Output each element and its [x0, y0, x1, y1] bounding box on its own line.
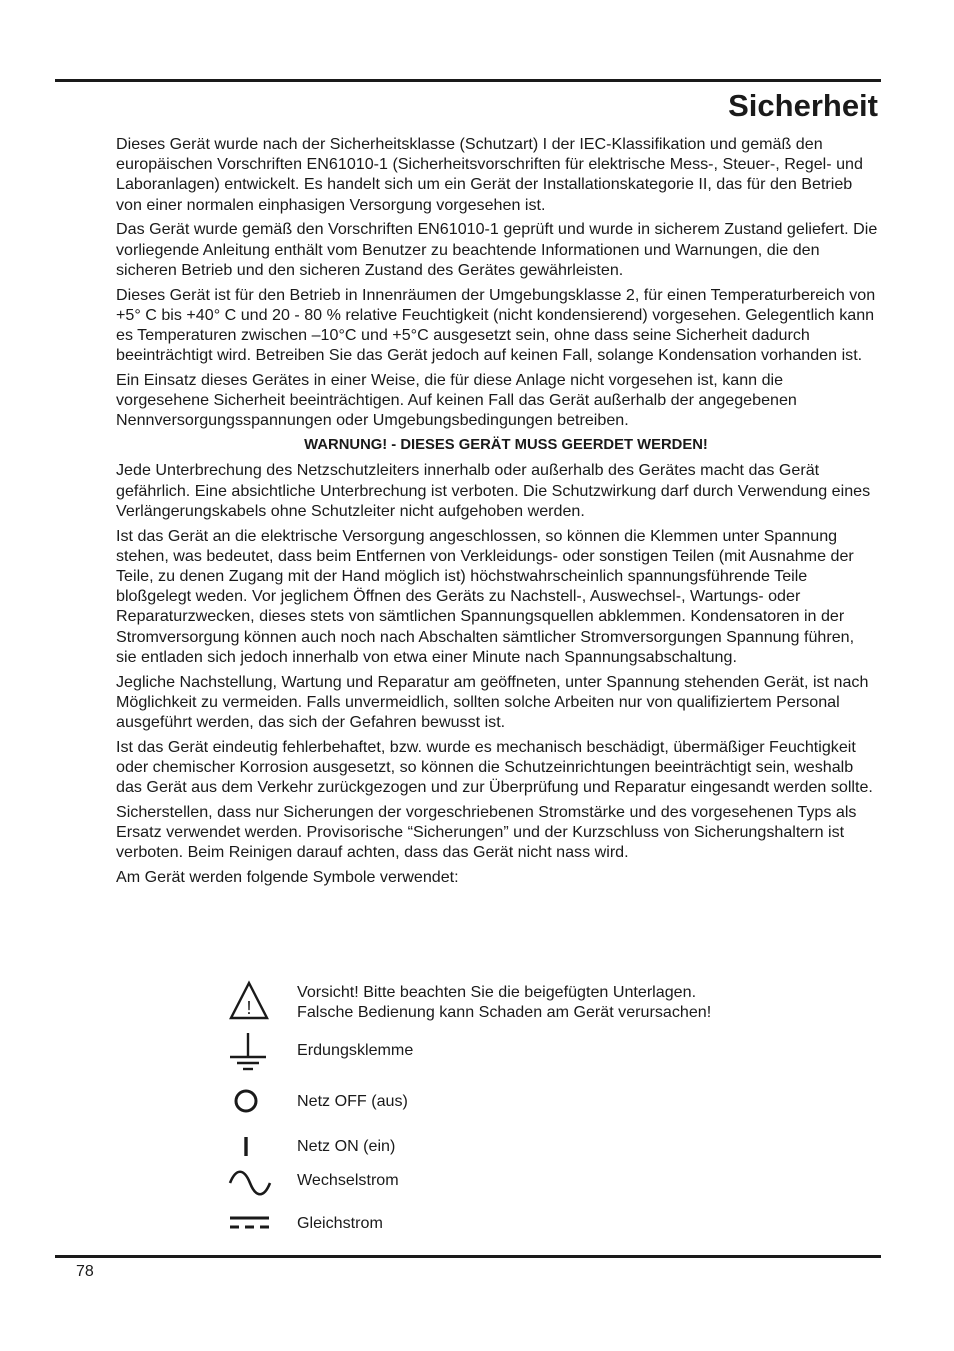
page-title: Sicherheit — [728, 88, 878, 123]
earth-ground-icon — [228, 1032, 268, 1072]
warning-triangle-icon — [228, 980, 270, 1022]
symbol-text-warning — [297, 982, 711, 1022]
symbol-label: Netz ON (ein) — [297, 1137, 396, 1155]
symbol-label: Netz OFF (aus) — [297, 1092, 408, 1110]
paragraph: Jede Unterbrechung des Netzschutzleiters innerhalb oder außerhalb des Gerätes macht das Gerät gefährlich. Eine absichtliche Unterbrechung ist verboten. Die Schutzwirkung darf durch Verwendung eines Verlängerungskabels ohne Schutzleiter nicht aufgehoben werden. — [116, 461, 871, 520]
alternating-current-icon — [228, 1168, 272, 1198]
paragraph: Dieses Gerät ist für den Betrieb in Innenräumen der Umgebungsklasse 2, für einen Temperaturbereich von +5° C bis +40° C und 20 - 80 % relative Feuchtigkeit (nicht kondensierend) vorgesehen. Gelegentlich kann es Temperaturen zwischen –10°C und +5°C ausgesetzt sein, ohne dass seine Sicherheit dadurch beeinträchtigt wird. Betreiben Sie das Gerät jedoch auf keinen Fall, solange Kondensation vorhanden ist. — [116, 285, 876, 365]
symbol-label: Wechselstrom — [297, 1171, 399, 1189]
warning-triangle-glyph: ! — [246, 998, 252, 1018]
paragraph: Ist das Gerät eindeutig fehlerbehaftet, bzw. wurde es mechanisch beschädigt, übermäßiger Feuchtigkeit oder chemischer Korrosion ausgesetzt, so können die Schutzeinrichtungen beeinträchtigt sein, weshalb das Gerät aus dem Verkehr zurückgezogen und zur Überprüfung und Reparatur eingesandt werden sollte. — [116, 737, 873, 797]
paragraph: Jegliche Nachstellung, Wartung und Reparatur am geöffneten, unter Spannung stehenden Gerät, ist nach Möglichkeit zu vermeiden. Falls unvermeidlich, sollten solche Arbeiten nur von qualifiziertem Personal ausgeführt werden, das sich der Gefahren bewusst ist. — [116, 672, 869, 732]
power-off-circle-icon — [233, 1088, 259, 1114]
paragraph: Das Gerät wurde gemäß den Vorschriften EN61010-1 geprüft und wurde in sicherem Zustand geliefert. Die vorliegende Anleitung enthält vom Benutzer zu beachtende Informationen und Warnungen, die den sicheren Betrieb und den sicheren Zustand des Gerätes gewährleisten. — [116, 220, 878, 279]
paragraph: Sicherstellen, dass nur Sicherungen der vorgeschriebenen Stromstärke und des vorgesehenen Typs als Ersatz verwendet werden. Provisorische “Sicherungen” und der Kurzschluss von Sicherungshaltern ist verboten. Beim Reinigen darauf achten, dass das Gerät nicht nass wird. — [116, 803, 857, 862]
direct-current-icon — [229, 1214, 271, 1232]
body-text — [116, 134, 878, 892]
paragraph: Am Gerät werden folgende Symbole verwendet: — [116, 868, 459, 887]
grounding-warning: WARNUNG! - DIESES GERÄT MUSS GEERDET WERDEN! — [304, 437, 708, 454]
symbol-label: Erdungsklemme — [297, 1041, 414, 1059]
paragraph: Ein Einsatz dieses Gerätes in einer Weise, die für diese Anlage nicht vorgesehen ist, kann die vorgesehene Sicherheit beeinträchtigen. Auf keinen Fall das Gerät außerhalb der angegebenen Nennversorgungsspannungen oder Umgebungsbedingungen betreiben. — [116, 371, 797, 430]
paragraph: Ist das Gerät an die elektrische Versorgung angeschlossen, so können die Klemmen unter Spannung stehen, was bedeutet, dass beim Entfernen von Verkleidungs- oder sonstigen Teilen (mit Ausnahme der Teile, zu denen Zugang mit der Hand möglich ist) höchstwahrscheinlich spannungsführende Teile bloßgelegt weden. Vor jeglichem Öffnen des Geräts zu Nachstell-, Auswechsel-, Wartungs- oder Reparaturzwecken, dieses stets von sämtlichen Spannungsquellen abklemmen. Kondensatoren in der Stromversorgung können auch noch nach Abschalten sämtlicher Stromversorgungen Spannung führen, sie entladen sich jedoch innerhalb von etwa einer Minute nach Spannungsabschaltung. — [116, 526, 855, 666]
symbol-label: Falsche Bedienung kann Schaden am Gerät verursachen! — [297, 1003, 712, 1022]
symbol-label: Gleichstrom — [297, 1214, 383, 1232]
top-rule — [55, 79, 881, 82]
power-on-line-icon — [240, 1136, 252, 1158]
bottom-rule — [55, 1255, 881, 1258]
symbol-label: Vorsicht! Bitte beachten Sie die beigefügten Unterlagen. — [297, 983, 697, 1001]
paragraph: Dieses Gerät wurde nach der Sicherheitsklasse (Schutzart) I der IEC-Klassifikation und gemäß den europäischen Vorschriften EN61010-1 (Sicherheitsvorschriften für elektrische Mess-, Steuer-, Regel- und Laboranlagen) entwickelt. Es handelt sich um ein Gerät der Installationskategorie II, das für den Betrieb von einer normalen einphasigen Versorgung vorgesehen ist. — [116, 135, 863, 214]
page-number: 78 — [76, 1263, 94, 1280]
